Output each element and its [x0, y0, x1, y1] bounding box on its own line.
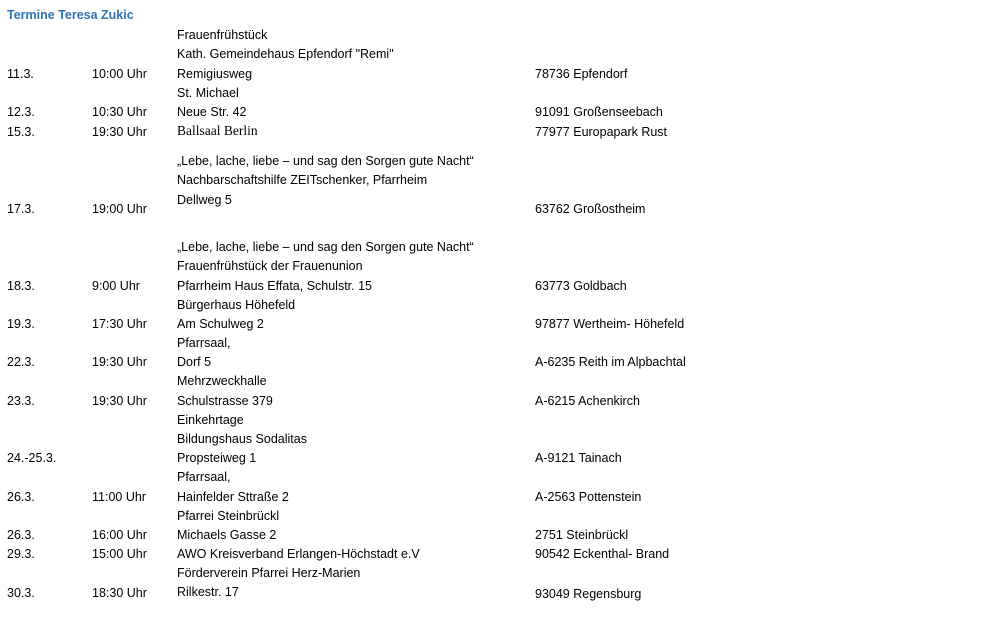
- entry-city: 91091 Großenseebach: [535, 105, 663, 119]
- entry-location-line: Ballsaal Berlin: [177, 123, 258, 138]
- entry-date: 30.3.: [7, 586, 35, 600]
- entry-time: 17:30 Uhr: [92, 317, 147, 331]
- entry-date: 26.3.: [7, 490, 35, 504]
- entry-city: 90542 Eckenthal- Brand: [535, 547, 670, 561]
- entry-date: 19.3.: [7, 317, 35, 331]
- entry-time: 19:30 Uhr: [92, 394, 147, 408]
- entry-city: 2751 Steinbrückl: [535, 528, 629, 542]
- entry-location-line: Dellweg 5: [177, 193, 232, 207]
- entry-location-line: „Lebe, lache, liebe – und sag den Sorgen gute Nacht“: [177, 240, 474, 254]
- entry-location-line: Nachbarschaftshilfe ZEITschenker, Pfarrheim: [177, 173, 428, 187]
- entry-location-line: Bildungshaus Sodalitas: [177, 432, 307, 446]
- entry-time: 9:00 Uhr: [92, 279, 140, 293]
- entry-location-line: Propsteiweg 1: [177, 451, 257, 465]
- entry-location-line: Mehrzweckhalle: [177, 374, 267, 388]
- entry-location-line: Frauenfrühstück der Frauenunion: [177, 259, 363, 273]
- entry-time: 10:30 Uhr: [92, 105, 147, 119]
- entry-location-line: Neue Str. 42: [177, 105, 247, 119]
- entry-location-line: Pfarrheim Haus Effata, Schulstr. 15: [177, 279, 373, 293]
- entry-location-line: AWO Kreisverband Erlangen-Höchstadt e.V: [177, 547, 420, 561]
- entry-time: 16:00 Uhr: [92, 528, 147, 542]
- entry-city: 97877 Wertheim- Höhefeld: [535, 317, 685, 331]
- entry-location-line: Rilkestr. 17: [177, 585, 239, 599]
- entry-time: 15:00 Uhr: [92, 547, 147, 561]
- entry-city: A-6215 Achenkirch: [535, 394, 640, 408]
- entry-location-line: Dorf 5: [177, 355, 212, 369]
- entry-date: 23.3.: [7, 394, 35, 408]
- entry-time: 11:00 Uhr: [92, 490, 146, 504]
- entry-location-line: Förderverein Pfarrei Herz-Marien: [177, 566, 361, 580]
- entry-location-line: Pfarrsaal,: [177, 470, 231, 484]
- entry-location-line: St. Michael: [177, 86, 239, 100]
- entry-date: 22.3.: [7, 355, 35, 369]
- entry-date: 18.3.: [7, 279, 35, 293]
- entry-city: 63762 Großostheim: [535, 202, 646, 216]
- entry-location-line: „Lebe, lache, liebe – und sag den Sorgen gute Nacht“: [177, 154, 474, 168]
- entry-date: 15.3.: [7, 125, 35, 139]
- entry-time: 19:30 Uhr: [92, 355, 147, 369]
- entry-date: 12.3.: [7, 105, 35, 119]
- entry-city: A-6235 Reith im Alpbachtal: [535, 355, 686, 369]
- entry-location-line: Schulstrasse 379: [177, 394, 273, 408]
- entry-time: 10:00 Uhr: [92, 67, 147, 81]
- entry-city: A-2563 Pottenstein: [535, 490, 642, 504]
- entry-city: 77977 Europapark Rust: [535, 125, 668, 139]
- page-title: Termine Teresa Zukic: [7, 8, 134, 22]
- entry-location-line: Bürgerhaus Höhefeld: [177, 298, 296, 312]
- entry-date: 17.3.: [7, 202, 35, 216]
- entry-city: A-9121 Tainach: [535, 451, 622, 465]
- entry-location-line: Hainfelder Sttraße 2: [177, 490, 289, 504]
- entry-location-line: Pfarrsaal,: [177, 336, 231, 350]
- entry-time: 19:30 Uhr: [92, 125, 147, 139]
- entry-location-line: Einkehrtage: [177, 413, 244, 427]
- entry-time: 18:30 Uhr: [92, 586, 147, 600]
- entry-date: 24.-25.3.: [7, 451, 57, 465]
- entry-location-line: Frauenfrühstück: [177, 28, 268, 42]
- entry-location-line: Remigiusweg: [177, 67, 253, 81]
- entry-date: 11.3.: [7, 67, 34, 81]
- entry-city: 93049 Regensburg: [535, 587, 642, 601]
- entry-date: 26.3.: [7, 528, 35, 542]
- entry-location-line: Am Schulweg 2: [177, 317, 264, 331]
- entry-date: 29.3.: [7, 547, 35, 561]
- entry-location-line: Pfarrei Steinbrückl: [177, 509, 280, 523]
- entry-location-line: Michaels Gasse 2: [177, 528, 277, 542]
- entry-time: 19:00 Uhr: [92, 202, 147, 216]
- entry-location-line: Kath. Gemeindehaus Epfendorf "Remi": [177, 47, 394, 61]
- entry-city: 78736 Epfendorf: [535, 67, 628, 81]
- entry-city: 63773 Goldbach: [535, 279, 627, 293]
